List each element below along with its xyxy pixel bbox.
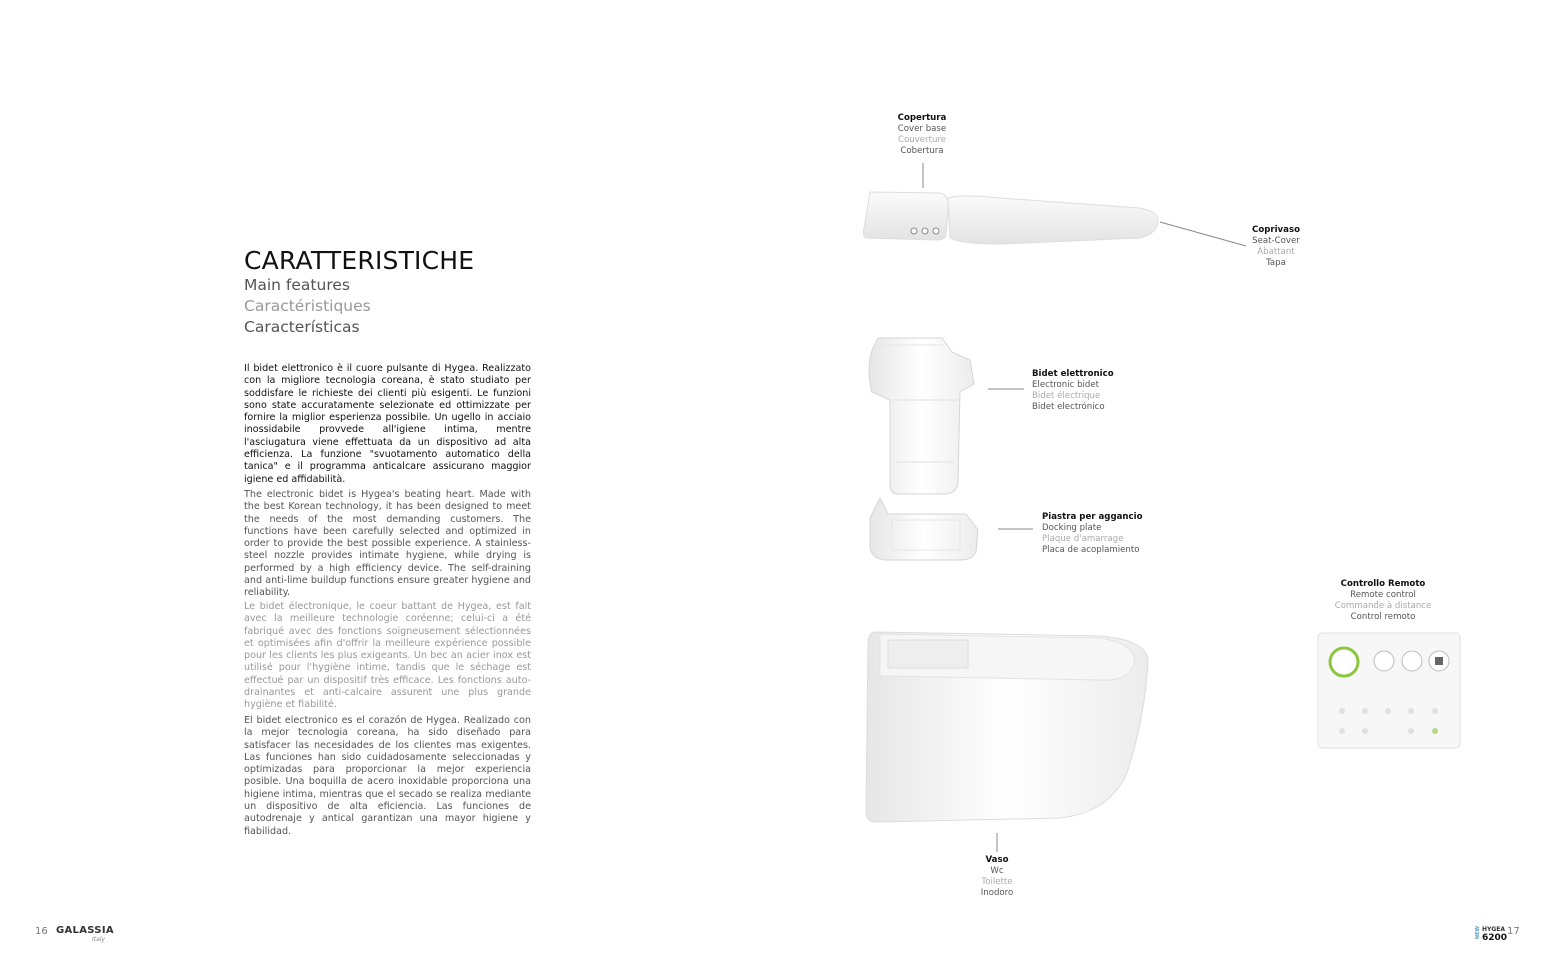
label-remote: Controllo Remoto Remote control Commande à distance Control remoto: [1334, 579, 1432, 622]
subtitle-es: Características: [244, 318, 360, 336]
page-number-left: 16: [35, 926, 48, 937]
label-coprivaso: Coprivaso Seat-Cover Abattant Tapa: [1252, 225, 1300, 268]
brand-sub: Italy: [92, 936, 106, 943]
label-piastra: Piastra per aggancio Docking plate Plaque d'amarrage Placa de acoplamiento: [1042, 512, 1143, 555]
page-title: CARATTERISTICHE: [244, 246, 475, 275]
paragraph-french: Le bidet électronique, le coeur battant de Hygea, est fait avec la meilleure technologie coréenne; celui-ci a été fabriqué avec des fonctions soigneusement sélectionnées et optimisées afin d'offrir la meilleure expérience possible pour les clients les plus exigeants. Un bec an acier inox est utilisé pour l'hygiène intime, tandis que le séchage est effectué par un dispositif très efficace. Les fonctions auto-drainantes et anti-calcaire assurent une plus grande hygiène et fiabilité.: [244, 601, 531, 711]
remote-control-illustration: [1318, 633, 1460, 748]
page-number-right: 17: [1507, 926, 1520, 937]
docking-plate-illustration: [870, 498, 978, 560]
subtitle-en: Main features: [244, 276, 350, 294]
paragraph-italian: Il bidet elettronico è il cuore pulsante di Hygea. Realizzato con la migliore tecnologia coreana, è stato studiato per soddisfare le richieste dei clienti più esigenti. Le funzioni sono state accuratamente selezionate ed ottimizzate per fornire la miglior esperienza possibile. Un ugello in acciaio inossidabile provvede all'igiene intima, mentre l'asciugatura viene effettuata da un dispositivo ad alta efficienza. La funzione "svuotamento automatico della tanica" e il programma anticalcare assicurano maggior igiene ed affidabilità.: [244, 363, 531, 485]
wc-illustration: [866, 632, 1148, 822]
label-bidet: Bidet elettronico Electronic bidet Bidet électrique Bidet electrónico: [1032, 369, 1114, 412]
product-new-tag: NEW: [1475, 926, 1481, 940]
product-name: HYGEA: [1482, 926, 1506, 933]
seat-cover-illustration: [863, 192, 1158, 244]
label-copertura: Copertura Cover base Couverture Cobertura: [897, 113, 947, 156]
brand-logo: GALASSIA: [56, 925, 114, 936]
paragraph-english: The electronic bidet is Hygea's beating heart. Made with the best Korean technology, it has been designed to meet the needs of the most demanding customers. The functions have been carefully selected and optimized in order to provide the best possible experience. A stainless-steel nozzle provides intimate hygiene, while drying is performed by a high efficiency device. The self-draining and anti-lime buildup functions ensure greater hygiene and reliability.: [244, 489, 531, 599]
subtitle-fr: Caractéristiques: [244, 297, 371, 315]
paragraph-spanish: El bidet electronico es el corazón de Hygea. Realizado con la mejor tecnologia coreana, ha sido diseñado para satisfacer las necesidades de los clientes mas exigentes. Las funciones han sido cuidadosamente seleccionadas y optimizadas para proporcionar la mejor experiencia posible. Una boquilla de acero inoxidable proporciona una higiene intima, mientras que el secado se realiza mediante un dispositivo de alta eficiencia. Las funciones de autodrenaje y antical garantizan una mayor higiene y fiabilidad.: [244, 715, 531, 837]
product-number: 6200: [1482, 933, 1508, 943]
bidet-illustration: [869, 338, 974, 494]
label-vaso: Vaso Wc Toilette Inodoro: [980, 855, 1014, 898]
